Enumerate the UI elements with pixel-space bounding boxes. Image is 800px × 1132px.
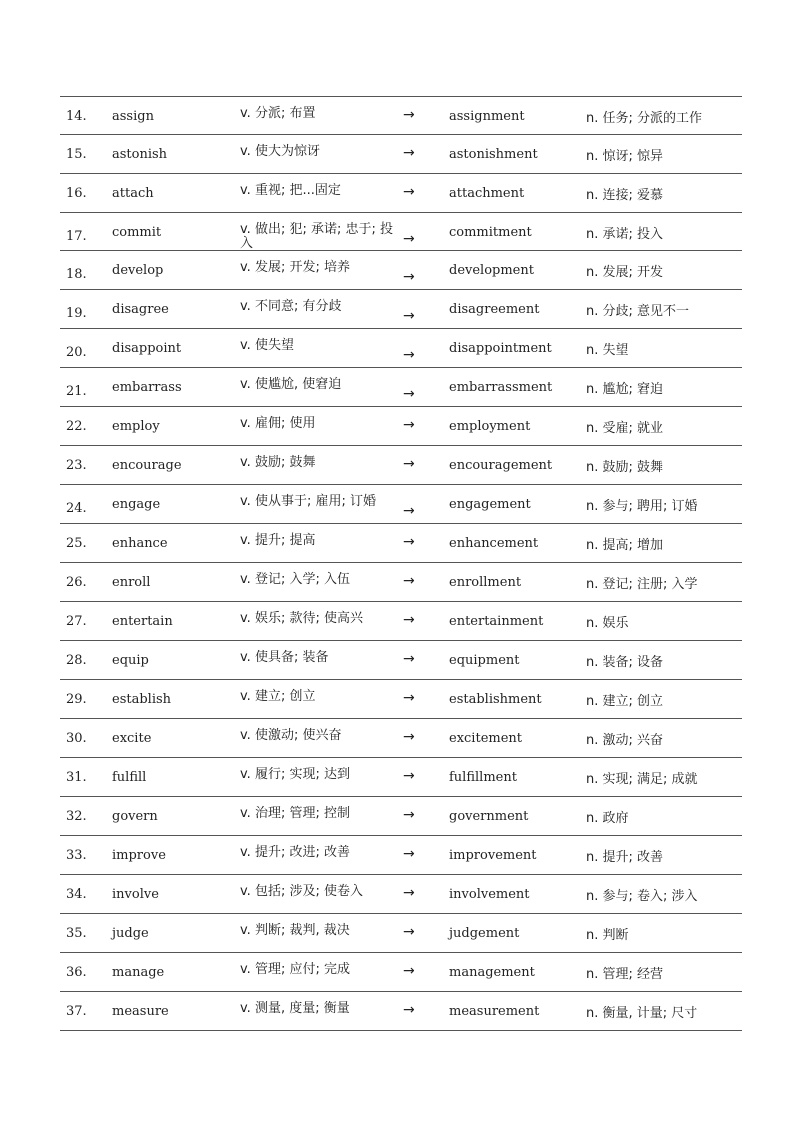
verb-word: equip — [112, 653, 149, 668]
arrow-icon: → — [403, 347, 415, 363]
arrow-icon: → — [403, 456, 415, 472]
noun-definition: n. 娱乐 — [586, 616, 629, 631]
verb-word: fulfill — [112, 770, 147, 785]
noun-word: engagement — [449, 497, 531, 512]
row-number: 30. — [66, 731, 87, 746]
verb-word: attach — [112, 186, 154, 201]
noun-definition: n. 建立; 创立 — [586, 694, 664, 709]
noun-word: fulfillment — [449, 770, 517, 785]
noun-word: equipment — [449, 653, 520, 668]
noun-definition: n. 承诺; 投入 — [586, 227, 664, 242]
arrow-icon: → — [403, 885, 415, 901]
noun-word: encouragement — [449, 458, 553, 473]
verb-word: judge — [112, 926, 149, 941]
verb-word: excite — [112, 731, 152, 746]
table-row — [60, 563, 742, 602]
arrow-icon: → — [403, 308, 415, 324]
verb-definition: v. 使大为惊讶 — [240, 144, 320, 159]
row-number: 27. — [66, 614, 87, 629]
verb-definition: v. 不同意; 有分歧 — [240, 299, 342, 314]
noun-word: management — [449, 965, 535, 980]
verb-word: involve — [112, 887, 159, 902]
noun-definition: n. 参与; 聘用; 订婚 — [586, 499, 698, 514]
table-row — [60, 97, 742, 135]
arrow-icon: → — [403, 145, 415, 161]
row-number: 33. — [66, 848, 87, 863]
row-number: 35. — [66, 926, 87, 941]
table-row — [60, 953, 742, 992]
verb-definition: v. 发展; 开发; 培养 — [240, 260, 350, 275]
verb-word: disappoint — [112, 341, 182, 356]
arrow-icon: → — [403, 729, 415, 745]
row-number: 29. — [66, 692, 87, 707]
noun-word: entertainment — [449, 614, 544, 629]
verb-definition: v. 使激动; 使兴奋 — [240, 728, 342, 743]
row-number: 24. — [66, 501, 87, 516]
verb-word: enhance — [112, 536, 168, 551]
row-number: 36. — [66, 965, 87, 980]
arrow-icon: → — [403, 612, 415, 628]
arrow-icon: → — [403, 184, 415, 200]
noun-word: judgement — [449, 926, 520, 941]
verb-word: develop — [112, 263, 164, 278]
verb-definition: v. 分派; 布置 — [240, 106, 316, 121]
verb-definition: v. 做出; 犯; 承诺; 忠于; 投入 — [240, 222, 393, 251]
noun-definition: n. 衡量, 计量; 尺寸 — [586, 1006, 698, 1021]
verb-definition: v. 提升; 提高 — [240, 533, 316, 548]
arrow-icon: → — [403, 534, 415, 550]
noun-definition: n. 发展; 开发 — [586, 265, 664, 280]
verb-word: assign — [112, 109, 154, 124]
row-number: 26. — [66, 575, 87, 590]
noun-definition: n. 鼓励; 鼓舞 — [586, 460, 664, 475]
verb-word: employ — [112, 419, 160, 434]
arrow-icon: → — [403, 690, 415, 706]
arrow-icon: → — [403, 107, 415, 123]
arrow-icon: → — [403, 651, 415, 667]
verb-word: establish — [112, 692, 172, 707]
verb-word: embarrass — [112, 380, 182, 395]
verb-word: disagree — [112, 302, 169, 317]
verb-definition: v. 重视; 把...固定 — [240, 183, 341, 198]
row-number: 16. — [66, 186, 87, 201]
noun-word: excitement — [449, 731, 522, 746]
verb-word: engage — [112, 497, 161, 512]
noun-word: enrollment — [449, 575, 522, 590]
row-number: 28. — [66, 653, 87, 668]
row-number: 23. — [66, 458, 87, 473]
arrow-icon: → — [403, 503, 415, 519]
noun-word: development — [449, 263, 534, 278]
noun-definition: n. 受雇; 就业 — [586, 421, 664, 436]
arrow-icon: → — [403, 386, 415, 402]
table-row — [60, 602, 742, 641]
table-row — [60, 174, 742, 213]
noun-word: disappointment — [449, 341, 552, 356]
row-number: 14. — [66, 109, 87, 124]
verb-word: entertain — [112, 614, 173, 629]
noun-definition: n. 装备; 设备 — [586, 655, 664, 670]
verb-word: govern — [112, 809, 158, 824]
row-number: 22. — [66, 419, 87, 434]
noun-word: establishment — [449, 692, 542, 707]
verb-word: improve — [112, 848, 166, 863]
noun-definition: n. 实现; 满足; 成就 — [586, 772, 698, 787]
row-number: 34. — [66, 887, 87, 902]
noun-definition: n. 激动; 兴奋 — [586, 733, 664, 748]
table-row — [60, 485, 742, 524]
row-number: 20. — [66, 345, 87, 360]
row-number: 21. — [66, 384, 87, 399]
noun-word: enhancement — [449, 536, 539, 551]
row-number: 19. — [66, 306, 87, 321]
table-row — [60, 875, 742, 914]
verb-definition: v. 使具备; 装备 — [240, 650, 329, 665]
row-number: 18. — [66, 267, 87, 282]
noun-definition: n. 连接; 爱慕 — [586, 188, 664, 203]
noun-word: improvement — [449, 848, 537, 863]
arrow-icon: → — [403, 269, 415, 285]
noun-definition: n. 分歧; 意见不一 — [586, 304, 690, 319]
verb-definition: v. 使失望 — [240, 338, 294, 353]
arrow-icon: → — [403, 768, 415, 784]
noun-definition: n. 登记; 注册; 入学 — [586, 577, 698, 592]
vocabulary-table — [60, 96, 742, 1031]
table-row — [60, 407, 742, 446]
noun-word: measurement — [449, 1004, 540, 1019]
table-row — [60, 914, 742, 953]
noun-definition: n. 判断 — [586, 928, 629, 943]
noun-definition: n. 提高; 增加 — [586, 538, 664, 553]
table-row — [60, 524, 742, 563]
verb-word: manage — [112, 965, 165, 980]
row-number: 17. — [66, 229, 87, 244]
verb-definition: v. 雇佣; 使用 — [240, 416, 316, 431]
arrow-icon: → — [403, 1002, 415, 1018]
verb-word: astonish — [112, 147, 168, 162]
arrow-icon: → — [403, 573, 415, 589]
noun-definition: n. 惊讶; 惊异 — [586, 149, 664, 164]
table-row — [60, 641, 742, 680]
table-row — [60, 797, 742, 836]
row-number: 31. — [66, 770, 87, 785]
verb-definition: v. 履行; 实现; 达到 — [240, 767, 350, 782]
verb-definition: v. 娱乐; 款待; 使高兴 — [240, 611, 363, 626]
verb-definition: v. 使从事于; 雇用; 订婚 — [240, 494, 376, 509]
noun-definition: n. 参与; 卷入; 涉入 — [586, 889, 698, 904]
table-row — [60, 758, 742, 797]
noun-word: commitment — [449, 225, 532, 240]
noun-word: employment — [449, 419, 531, 434]
noun-definition: n. 失望 — [586, 343, 629, 358]
table-row — [60, 290, 742, 329]
noun-word: embarrassment — [449, 380, 553, 395]
verb-definition: v. 判断; 裁判, 裁决 — [240, 923, 350, 938]
verb-definition: v. 测量, 度量; 衡量 — [240, 1001, 350, 1016]
verb-definition: v. 登记; 入学; 入伍 — [240, 572, 350, 587]
verb-definition: v. 管理; 应付; 完成 — [240, 962, 350, 977]
arrow-icon: → — [403, 417, 415, 433]
row-number: 32. — [66, 809, 87, 824]
noun-definition: n. 管理; 经营 — [586, 967, 664, 982]
noun-definition: n. 尴尬; 窘迫 — [586, 382, 664, 397]
verb-definition: v. 建立; 创立 — [240, 689, 316, 704]
table-row — [60, 446, 742, 485]
arrow-icon: → — [403, 963, 415, 979]
noun-word: disagreement — [449, 302, 540, 317]
arrow-icon: → — [403, 807, 415, 823]
noun-word: government — [449, 809, 529, 824]
table-row — [60, 368, 742, 407]
noun-word: assignment — [449, 109, 525, 124]
verb-word: enroll — [112, 575, 151, 590]
table-row — [60, 719, 742, 758]
table-row — [60, 251, 742, 290]
row-number: 25. — [66, 536, 87, 551]
table-row — [60, 135, 742, 174]
verb-word: encourage — [112, 458, 182, 473]
row-number: 15. — [66, 147, 87, 162]
verb-word: measure — [112, 1004, 169, 1019]
verb-definition: v. 使尴尬, 使窘迫 — [240, 377, 342, 392]
arrow-icon: → — [403, 846, 415, 862]
table-row — [60, 836, 742, 875]
verb-definition: v. 治理; 管理; 控制 — [240, 806, 350, 821]
noun-definition: n. 提升; 改善 — [586, 850, 664, 865]
table-row — [60, 992, 742, 1031]
noun-word: attachment — [449, 186, 525, 201]
verb-definition: v. 包括; 涉及; 使卷入 — [240, 884, 363, 899]
table-row — [60, 680, 742, 719]
verb-definition: v. 提升; 改进; 改善 — [240, 845, 350, 860]
row-number: 37. — [66, 1004, 87, 1019]
arrow-icon: → — [403, 231, 415, 247]
verb-definition: v. 鼓励; 鼓舞 — [240, 455, 316, 470]
noun-definition: n. 政府 — [586, 811, 629, 826]
noun-definition: n. 任务; 分派的工作 — [586, 111, 703, 126]
table-row — [60, 329, 742, 368]
arrow-icon: → — [403, 924, 415, 940]
noun-word: astonishment — [449, 147, 538, 162]
verb-word: commit — [112, 225, 162, 240]
table-row — [60, 213, 742, 251]
noun-word: involvement — [449, 887, 530, 902]
